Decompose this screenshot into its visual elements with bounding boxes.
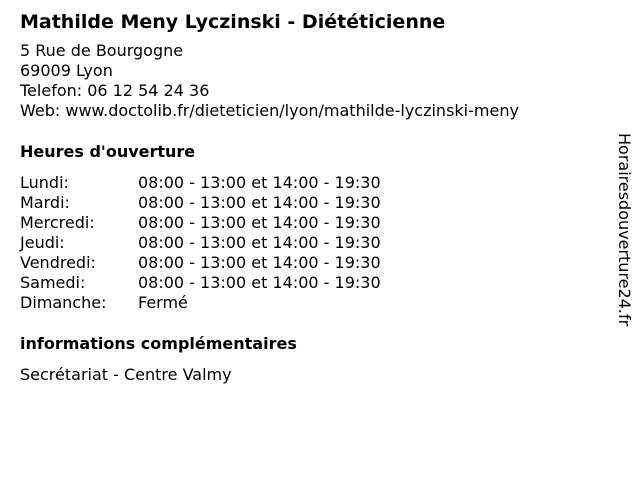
day-hours: Fermé (138, 293, 188, 312)
hours-row-sunday (20, 293, 610, 313)
info-text: Secrétariat - Centre Valmy (20, 365, 232, 384)
day-hours: 08:00 - 13:00 et 14:00 - 19:30 (138, 173, 381, 192)
site-watermark: Horairesdouverture24.fr (615, 133, 634, 327)
website: Web: www.doctolib.fr/dieteticien/lyon/mathilde-lyczinski-meny (20, 101, 519, 120)
hours-row-monday (20, 173, 610, 193)
street-address: 5 Rue de Bourgogne (20, 41, 184, 60)
hours-row-thursday (20, 233, 610, 253)
page-title: Mathilde Meny Lyczinski - Diététicienne (20, 11, 446, 33)
day-label: Jeudi: (20, 233, 65, 252)
hours-row-friday (20, 253, 610, 273)
day-label: Vendredi: (20, 253, 96, 272)
day-label: Samedi: (20, 273, 86, 292)
hours-row-saturday (20, 273, 610, 293)
day-hours: 08:00 - 13:00 et 14:00 - 19:30 (138, 273, 381, 292)
day-label: Mercredi: (20, 213, 95, 232)
business-card (20, 10, 610, 385)
day-label: Dimanche: (20, 293, 107, 312)
day-label: Lundi: (20, 173, 69, 192)
hours-heading: Heures d'ouverture (20, 142, 196, 161)
city-address: 69009 Lyon (20, 61, 113, 80)
day-hours: 08:00 - 13:00 et 14:00 - 19:30 (138, 193, 381, 212)
opening-hours-list (20, 173, 610, 313)
day-label: Mardi: (20, 193, 70, 212)
phone-number: Telefon: 06 12 54 24 36 (20, 81, 210, 100)
day-hours: 08:00 - 13:00 et 14:00 - 19:30 (138, 213, 381, 232)
info-heading: informations complémentaires (20, 334, 297, 353)
hours-row-tuesday (20, 193, 610, 213)
hours-row-wednesday (20, 213, 610, 233)
contact-block (20, 41, 610, 121)
day-hours: 08:00 - 13:00 et 14:00 - 19:30 (138, 233, 381, 252)
day-hours: 08:00 - 13:00 et 14:00 - 19:30 (138, 253, 381, 272)
